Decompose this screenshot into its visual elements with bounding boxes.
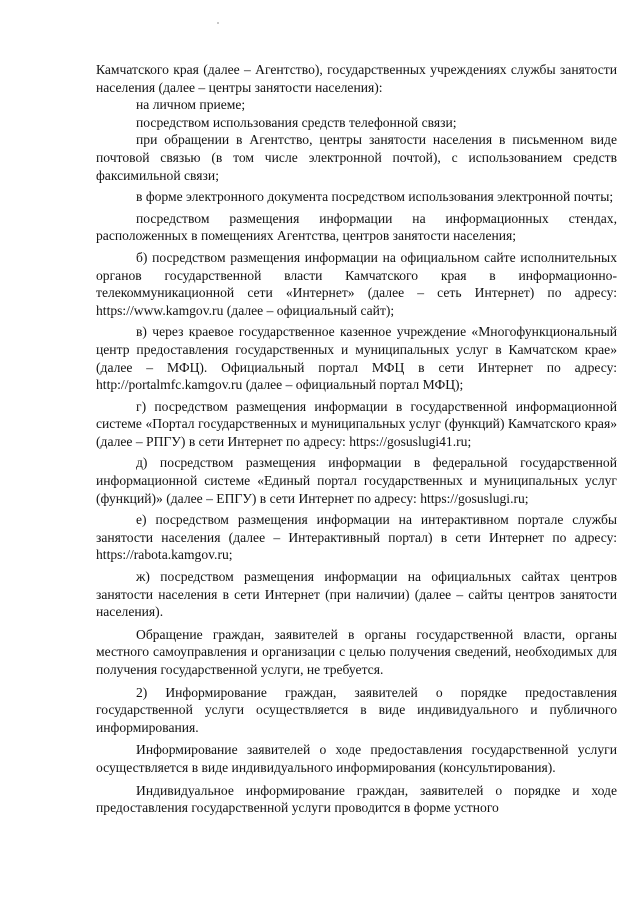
paragraph-written: при обращении в Агентство, центры занятости населения в письменном виде почтовой связью (в том числе электронной почтой), с использованием средств факсимильной связи; xyxy=(96,132,617,183)
paragraph-zh-center-sites: ж) посредством размещения информации на официальных сайтах центров занятости населения в сети Интернет (при наличии) (далее – сайты центров занятости населения). xyxy=(96,569,617,620)
paragraph-b-official-site: б) посредством размещения информации на официальном сайте исполнительных органов государственной власти Камчатского края в информационно-телекоммуникационной сети «Интернет» (далее – сеть Интернет) по адресу: https://www.kamgov.ru (далее – официальный сайт); xyxy=(96,249,617,318)
paragraph-in-person: на личном приеме; xyxy=(136,97,246,113)
scan-mark xyxy=(217,22,219,24)
paragraph-phone: посредством использования средств телефонной связи; xyxy=(136,114,457,130)
paragraph-no-appeal-required: Обращение граждан, заявителей в органы государственной власти, органы местного самоуправления и организации с целью получения сведений, необходимых для получения государственной услуги, не требуется. xyxy=(96,626,617,677)
paragraph-e-interactive-portal: е) посредством размещения информации на интерактивном портале службы занятости населения (далее – Интерактивный портал) в сети Интернет по адресу: https://rabota.kamgov.ru; xyxy=(96,512,617,563)
document-page xyxy=(96,61,617,817)
paragraph-g-rpgu: г) посредством размещения информации в государственной информационной системе «Портал государственных и муниципальных услуг (функций) Камчатского края» (далее – РПГУ) в сети Интернет по адресу: https://gosuslugi41.ru; xyxy=(96,398,617,449)
paragraph-v-mfc: в) через краевое государственное казенное учреждение «Многофункциональный центр предоставления государственных и муниципальных услуг в Камчатском крае» (далее – МФЦ). Официальный портал МФЦ в сети Интернет по адресу: http://portalmfc.kamgov.ru (далее – официальный портал МФЦ); xyxy=(96,324,617,393)
paragraph-intro: Камчатского края (далее – Агентство), государственных учреждениях службы занятости населения (далее – центры занятости населения): xyxy=(96,62,617,95)
paragraph-individual-informing: Индивидуальное информирование граждан, заявителей о порядке и ходе предоставления государственной услуги проводится в форме устного xyxy=(96,782,617,816)
paragraph-email: в форме электронного документа посредством использования электронной почты; xyxy=(136,189,614,205)
paragraph-d-epgu: д) посредством размещения информации в федеральной государственной информационной системе «Единый портал государственных и муниципальных услуг (функций)» (далее – ЕПГУ) в сети Интернет по адресу: https://gosuslugi.ru; xyxy=(96,455,617,506)
paragraph-stands: посредством размещения информации на информационных стендах, расположенных в помещениях Агентства, центров занятости населения; xyxy=(96,210,617,244)
paragraph-progress-informing: Информирование заявителей о ходе предоставления государственной услуги осуществляется в виде индивидуального информирования (консультирования). xyxy=(96,742,617,775)
paragraph-2-informing: 2) Информирование граждан, заявителей о порядке предоставления государственной услуги осуществляется в виде индивидуального и публичного информирования. xyxy=(96,684,617,735)
